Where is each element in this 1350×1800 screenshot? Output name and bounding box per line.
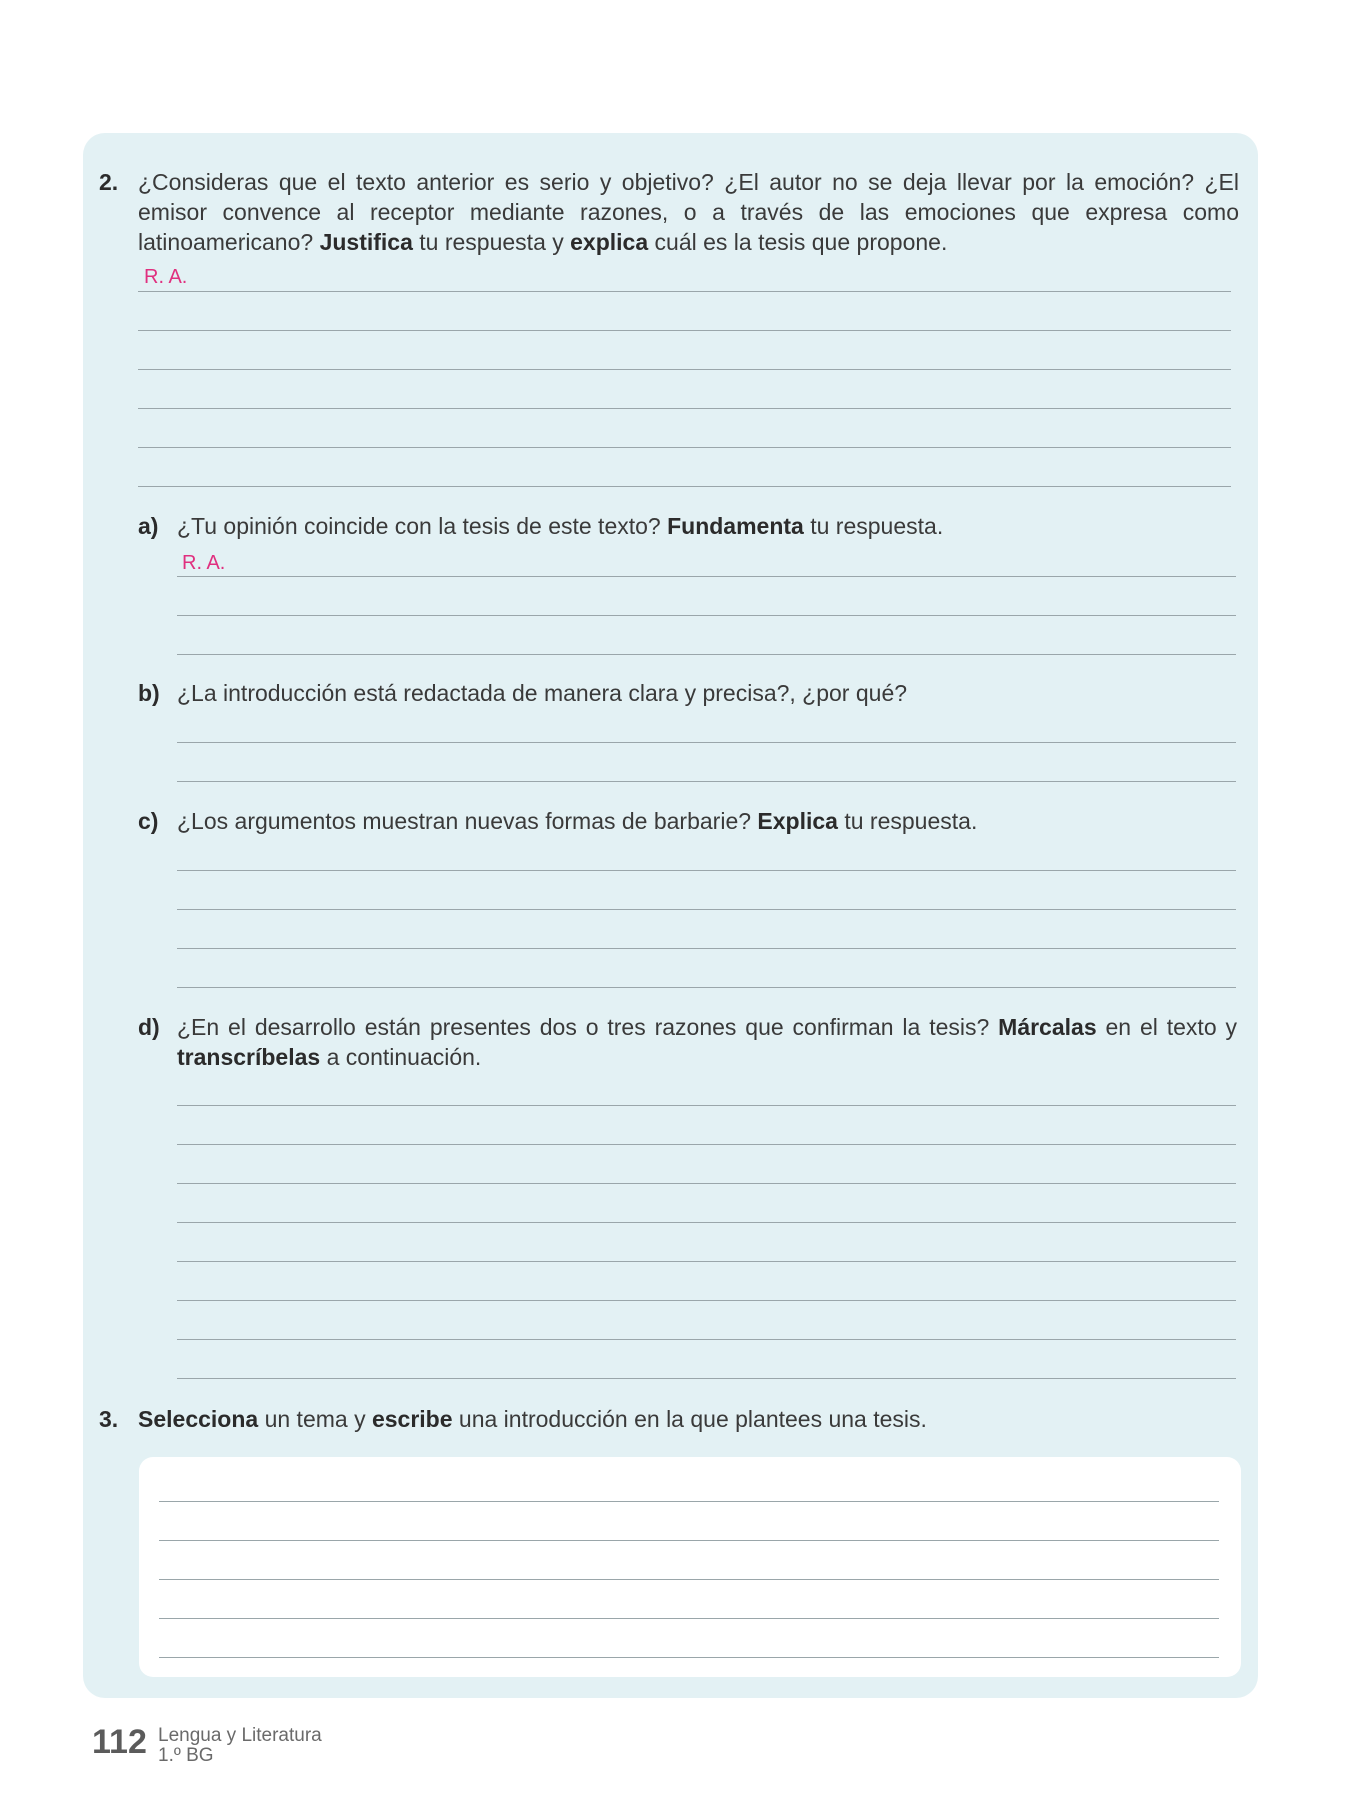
question-a-text: ¿Tu opinión coincide con la tesis de este texto? Fundamenta tu respuesta. (177, 513, 944, 539)
question-a-answer-hint: R. A. (182, 552, 226, 574)
answer-line[interactable] (138, 330, 1231, 331)
answer-line[interactable] (138, 447, 1231, 448)
answer-line[interactable] (177, 948, 1236, 949)
question-3-answer-box[interactable] (139, 1457, 1241, 1677)
footer-subject: Lengua y Literatura (158, 1725, 322, 1746)
question-2-number: 2. (99, 169, 119, 195)
answer-line[interactable] (138, 408, 1231, 409)
question-3-number: 3. (99, 1406, 119, 1432)
question-d-text: ¿En el desarrollo están presentes dos o tres razones que confirman la tesis? Márcalas en el texto y transcríbelas a continuación. (177, 1014, 1237, 1070)
answer-line[interactable] (159, 1618, 1219, 1619)
question-2-answer-hint: R. A. (144, 266, 188, 288)
answer-line[interactable] (177, 615, 1236, 616)
answer-line[interactable] (159, 1501, 1219, 1502)
answer-line[interactable] (177, 1183, 1236, 1184)
footer-grade: 1.º BG (158, 1745, 214, 1766)
answer-line[interactable] (138, 291, 1231, 292)
question-c-label: c) (138, 808, 159, 834)
question-a-label: a) (138, 513, 159, 539)
answer-line[interactable] (159, 1579, 1219, 1580)
question-b-label: b) (138, 680, 160, 706)
answer-line[interactable] (177, 654, 1236, 655)
question-3-text: Selecciona un tema y escribe una introducción en la que plantees una tesis. (138, 1406, 927, 1432)
answer-line[interactable] (159, 1540, 1219, 1541)
answer-line[interactable] (177, 1222, 1236, 1223)
answer-line[interactable] (159, 1657, 1219, 1658)
answer-line[interactable] (177, 1339, 1236, 1340)
answer-line[interactable] (177, 1144, 1236, 1145)
answer-line[interactable] (177, 1300, 1236, 1301)
answer-line[interactable] (138, 486, 1231, 487)
question-2-text: ¿Consideras que el texto anterior es serio y objetivo? ¿El autor no se deja llevar por la emoción? ¿El emisor convence al receptor mediante razones, o a través de las emociones que expresa como latinoamericano? Justifica tu respuesta y explica cuál es la tesis que propone. (138, 169, 1239, 255)
question-d-label: d) (138, 1014, 160, 1040)
answer-line[interactable] (177, 742, 1236, 743)
answer-line[interactable] (177, 1105, 1236, 1106)
page-number: 112 (92, 1723, 147, 1761)
answer-line[interactable] (177, 1261, 1236, 1262)
answer-line[interactable] (138, 369, 1231, 370)
question-c-text: ¿Los argumentos muestran nuevas formas de barbarie? Explica tu respuesta. (177, 808, 978, 834)
answer-line[interactable] (177, 909, 1236, 910)
answer-line[interactable] (177, 576, 1236, 577)
question-b-text: ¿La introducción está redactada de manera clara y precisa?, ¿por qué? (177, 680, 908, 706)
answer-line[interactable] (177, 1378, 1236, 1379)
answer-line[interactable] (177, 870, 1236, 871)
answer-line[interactable] (177, 781, 1236, 782)
answer-line[interactable] (177, 987, 1236, 988)
